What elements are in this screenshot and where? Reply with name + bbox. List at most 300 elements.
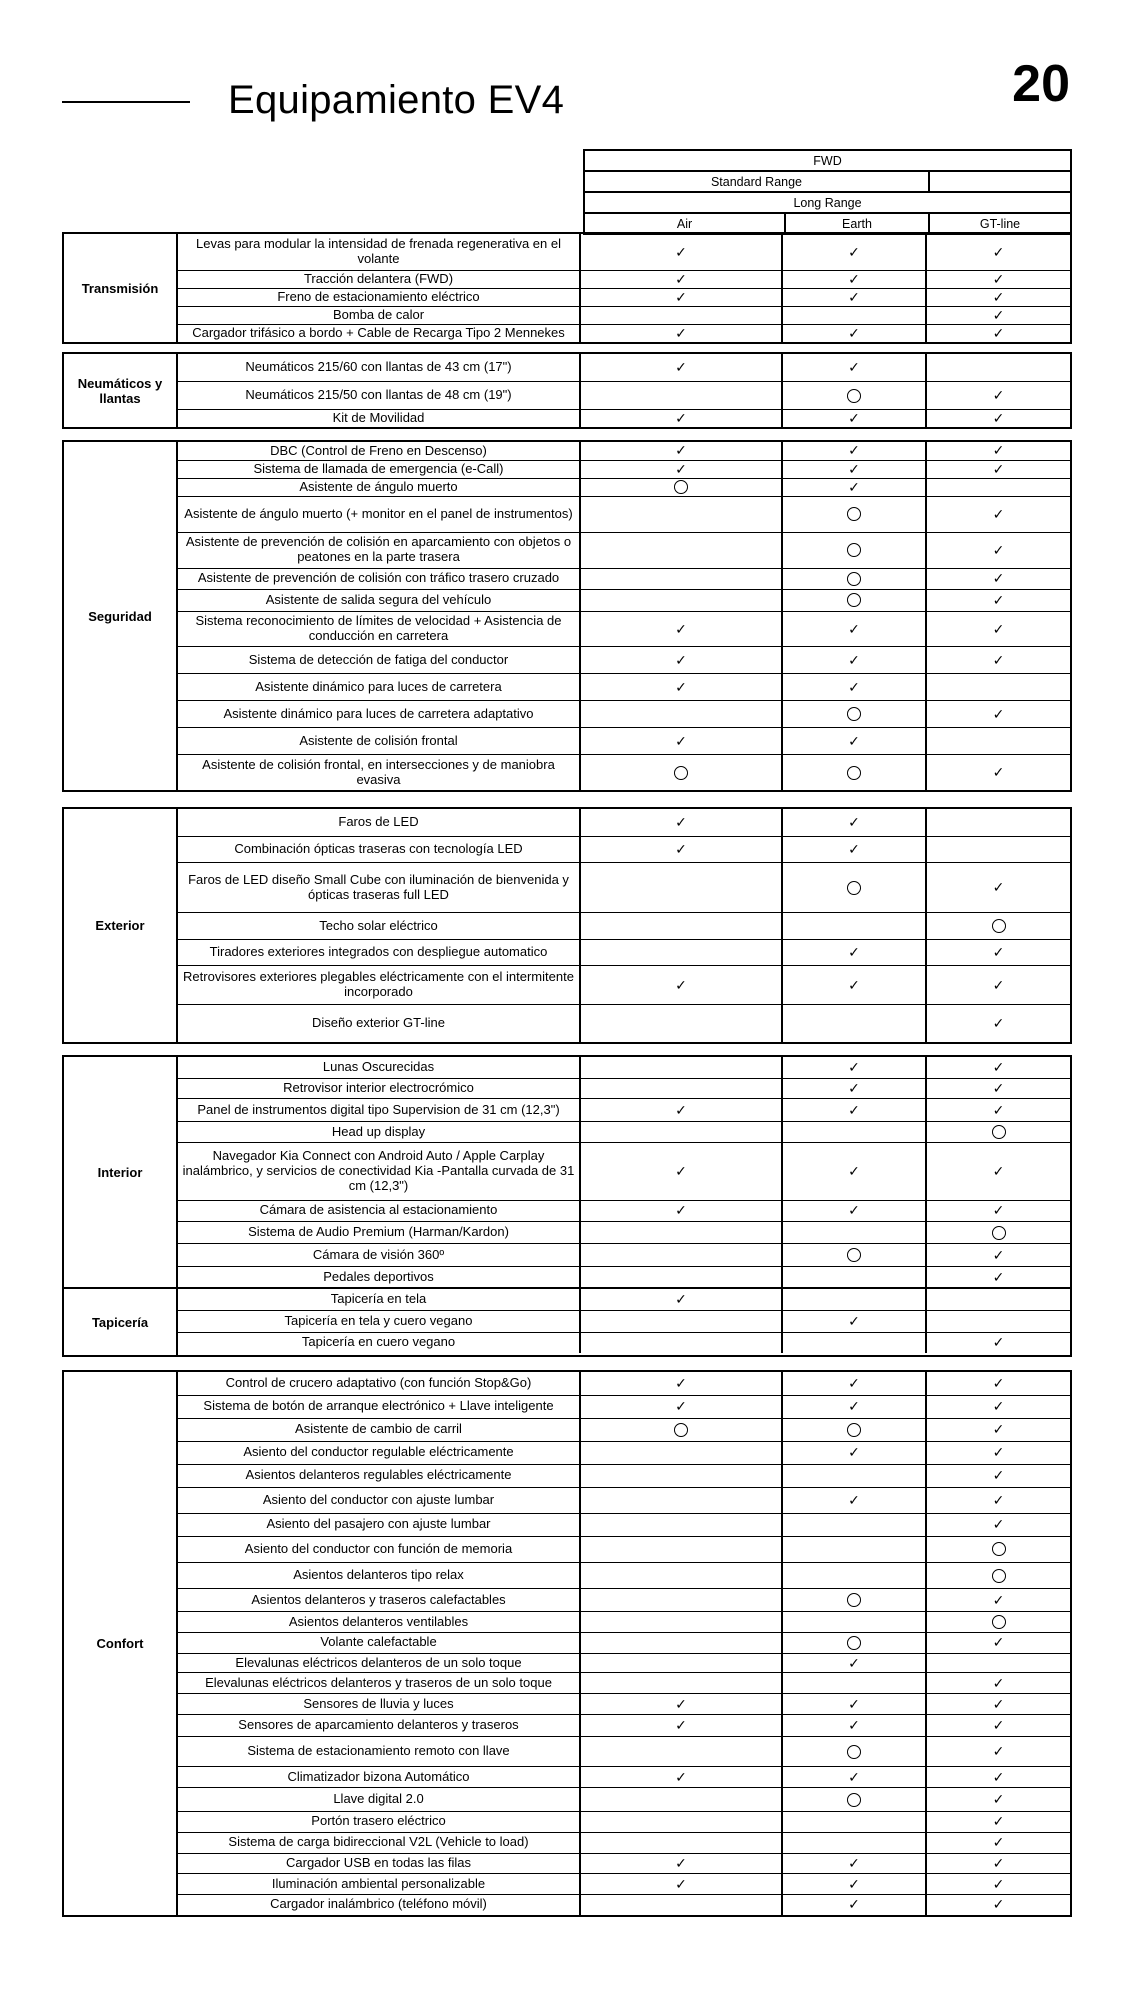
feature-label: Asistente de colisión frontal, en intersecciones y de maniobra evasiva [178, 755, 581, 790]
value-gt [927, 354, 1070, 381]
feature-label: Tracción delantera (FWD) [178, 271, 581, 288]
header-drive: FWD [813, 153, 842, 168]
value-gt [927, 701, 1070, 727]
check-icon: ✓ [992, 442, 1005, 459]
feature-label: Asistente de ángulo muerto (+ monitor en el panel de instrumentos) [178, 497, 581, 532]
section-rows [178, 442, 1070, 790]
check-icon: ✓ [675, 460, 687, 477]
value-earth [783, 1057, 927, 1078]
value-air [581, 1143, 783, 1200]
table-row [178, 381, 1070, 408]
feature-label: Sensores de lluvia y luces [178, 1694, 581, 1714]
table-row [178, 727, 1070, 754]
value-earth [783, 533, 927, 568]
value-air [581, 1715, 783, 1736]
value-gt [927, 1767, 1070, 1787]
feature-label: Cargador trifásico a bordo + Cable de Recarga Tipo 2 Mennekes [178, 325, 581, 342]
value-gt [927, 1537, 1070, 1562]
value-earth [783, 755, 927, 790]
table-row [178, 1487, 1070, 1513]
value-earth [783, 1537, 927, 1562]
value-earth [783, 382, 927, 408]
value-air [581, 755, 783, 790]
feature-label: Cámara de asistencia al estacionamiento [178, 1201, 581, 1221]
feature-label: Asientos delanteros y traseros calefactables [178, 1589, 581, 1611]
check-icon: ✓ [992, 764, 1005, 781]
value-gt [927, 1143, 1070, 1200]
feature-label: Tapicería en cuero vegano [178, 1333, 581, 1353]
feature-label: Llave digital 2.0 [178, 1788, 581, 1811]
value-earth [783, 940, 927, 966]
check-icon: ✓ [675, 1162, 687, 1179]
optional-circle-icon [992, 1569, 1006, 1583]
value-air [581, 1465, 783, 1487]
table-row [178, 1418, 1070, 1441]
value-gt [927, 497, 1070, 532]
optional-circle-icon [847, 543, 861, 557]
table-row [178, 754, 1070, 790]
check-icon: ✓ [992, 1080, 1005, 1097]
table-row [178, 1200, 1070, 1221]
value-earth [783, 863, 927, 912]
value-air [581, 1537, 783, 1562]
check-icon: ✓ [848, 1080, 860, 1097]
section-category: Confort [64, 1372, 178, 1915]
table-row [178, 1894, 1070, 1915]
value-earth [783, 837, 927, 863]
check-icon: ✓ [848, 1202, 860, 1219]
value-air [581, 533, 783, 568]
check-icon: ✓ [675, 325, 687, 341]
value-earth [783, 442, 927, 460]
check-icon: ✓ [675, 1202, 687, 1219]
check-icon: ✓ [992, 307, 1005, 323]
value-gt [927, 1633, 1070, 1653]
table-row [178, 568, 1070, 590]
check-icon: ✓ [848, 1896, 860, 1913]
check-icon: ✓ [992, 243, 1005, 260]
feature-label: Retrovisores exteriores plegables eléctricamente con el intermitente incorporado [178, 966, 581, 1003]
optional-circle-icon [847, 881, 861, 895]
value-gt [927, 382, 1070, 408]
feature-label: Asientos delanteros ventilables [178, 1612, 581, 1632]
check-icon: ✓ [848, 732, 860, 749]
check-icon: ✓ [992, 651, 1005, 668]
value-air [581, 1633, 783, 1653]
value-earth [783, 461, 927, 478]
check-icon: ✓ [675, 1398, 687, 1415]
table-row [178, 939, 1070, 966]
value-air [581, 479, 783, 496]
value-air [581, 307, 783, 324]
check-icon: ✓ [992, 944, 1005, 961]
value-gt [927, 569, 1070, 590]
feature-label: Techo solar eléctrico [178, 913, 581, 939]
feature-label: Navegador Kia Connect con Android Auto / Apple Carplay inalámbrico, y servicios de conectividad Kia -Pantalla curvada de 31 cm (12,3") [178, 1143, 581, 1200]
check-icon: ✓ [848, 1768, 860, 1785]
section-rows [178, 1372, 1070, 1915]
value-earth [783, 1465, 927, 1487]
optional-circle-icon [992, 1125, 1006, 1139]
optional-circle-icon [847, 1593, 861, 1607]
check-icon: ✓ [992, 1398, 1005, 1415]
table-row [178, 1310, 1070, 1331]
feature-label: Asistente de salida segura del vehículo [178, 590, 581, 611]
value-earth [783, 1589, 927, 1611]
header-trim-earth: Earth [784, 214, 928, 233]
value-air [581, 674, 783, 700]
table-row [178, 1672, 1070, 1693]
feature-label: Sistema de Audio Premium (Harman/Kardon) [178, 1222, 581, 1244]
value-gt [927, 1372, 1070, 1395]
table-row [178, 354, 1070, 381]
check-icon: ✓ [992, 387, 1005, 404]
table-row [178, 1632, 1070, 1653]
value-gt [927, 1267, 1070, 1287]
check-icon: ✓ [992, 1162, 1005, 1179]
check-icon: ✓ [675, 678, 687, 695]
value-air [581, 1222, 783, 1244]
optional-circle-icon [674, 480, 688, 494]
value-gt [927, 1079, 1070, 1099]
check-icon: ✓ [992, 1834, 1005, 1851]
feature-label: Diseño exterior GT-line [178, 1005, 581, 1042]
value-air [581, 1694, 783, 1714]
table-row [178, 288, 1070, 306]
optional-circle-icon [847, 389, 861, 403]
value-earth [783, 728, 927, 754]
header-row-standard [583, 172, 1072, 193]
value-earth [783, 701, 927, 727]
optional-circle-icon [847, 1423, 861, 1437]
table-row [178, 324, 1070, 342]
value-earth [783, 1099, 927, 1121]
feature-label: Sistema de detección de fatiga del conductor [178, 647, 581, 673]
check-icon: ✓ [992, 271, 1005, 287]
value-earth [783, 1633, 927, 1653]
value-air [581, 1442, 783, 1464]
value-gt [927, 1311, 1070, 1331]
value-air [581, 1419, 783, 1441]
feature-label: Asistente dinámico para luces de carretera adaptativo [178, 701, 581, 727]
table-row [178, 1693, 1070, 1714]
section-6 [62, 1370, 1072, 1917]
value-gt [927, 612, 1070, 647]
value-gt [927, 325, 1070, 342]
feature-label: Faros de LED [178, 809, 581, 836]
optional-circle-icon [847, 1793, 861, 1807]
value-earth [783, 1654, 927, 1673]
title-rule [62, 101, 190, 103]
feature-label: Portón trasero eléctrico [178, 1812, 581, 1832]
check-icon: ✓ [992, 1875, 1005, 1892]
feature-label: Asientos delanteros tipo relax [178, 1563, 581, 1588]
value-gt [927, 442, 1070, 460]
value-earth [783, 1442, 927, 1464]
value-earth [783, 1311, 927, 1331]
value-air [581, 1244, 783, 1266]
table-row [178, 673, 1070, 700]
check-icon: ✓ [992, 976, 1005, 993]
section-1 [62, 352, 1072, 429]
check-icon: ✓ [675, 1716, 687, 1733]
section-category: Interior [64, 1057, 178, 1287]
check-icon: ✓ [848, 409, 860, 426]
value-air [581, 1737, 783, 1767]
value-gt [927, 1289, 1070, 1310]
check-icon: ✓ [848, 271, 860, 287]
section-rows [178, 354, 1070, 427]
value-earth [783, 410, 927, 427]
value-earth [783, 913, 927, 939]
table-row [178, 589, 1070, 611]
check-icon: ✓ [992, 1813, 1005, 1830]
check-icon: ✓ [992, 460, 1005, 477]
value-air [581, 1812, 783, 1832]
check-icon: ✓ [992, 1591, 1005, 1608]
value-gt [927, 461, 1070, 478]
check-icon: ✓ [992, 505, 1005, 522]
value-earth [783, 1812, 927, 1832]
value-air [581, 1895, 783, 1915]
value-earth [783, 1244, 927, 1266]
header-long-range: Long Range [793, 195, 862, 210]
table-row [178, 1243, 1070, 1266]
feature-label: Iluminación ambiental personalizable [178, 1874, 581, 1894]
check-icon: ✓ [675, 359, 687, 376]
optional-circle-icon [847, 507, 861, 521]
value-gt [927, 1122, 1070, 1142]
value-gt [927, 234, 1070, 270]
value-earth [783, 1419, 927, 1441]
table-row [178, 270, 1070, 288]
section-rows [178, 1289, 1070, 1355]
feature-label: Asiento del conductor con función de memoria [178, 1537, 581, 1562]
value-gt [927, 1833, 1070, 1853]
value-earth [783, 1833, 927, 1853]
check-icon: ✓ [848, 289, 860, 305]
optional-circle-icon [992, 919, 1006, 933]
value-gt [927, 590, 1070, 611]
check-icon: ✓ [848, 1695, 860, 1712]
table-row [178, 460, 1070, 478]
value-air [581, 940, 783, 966]
check-icon: ✓ [848, 620, 860, 637]
value-air [581, 966, 783, 1003]
check-icon: ✓ [675, 1875, 687, 1892]
value-air [581, 1267, 783, 1287]
check-icon: ✓ [848, 1875, 860, 1892]
feature-label: Sistema de llamada de emergencia (e-Call) [178, 461, 581, 478]
page-number: 20 [1012, 55, 1070, 113]
value-earth [783, 1895, 927, 1915]
value-gt [927, 1737, 1070, 1767]
value-air [581, 1589, 783, 1611]
optional-circle-icon [674, 1423, 688, 1437]
table-row [178, 1057, 1070, 1078]
value-earth [783, 966, 927, 1003]
optional-circle-icon [847, 572, 861, 586]
value-gt [927, 809, 1070, 836]
value-earth [783, 234, 927, 270]
check-icon: ✓ [675, 1768, 687, 1785]
section-category: Seguridad [64, 442, 178, 790]
header-row-long [583, 193, 1072, 214]
feature-label: Neumáticos 215/50 con llantas de 48 cm (19") [178, 382, 581, 408]
value-gt [927, 674, 1070, 700]
value-air [581, 234, 783, 270]
value-gt [927, 1057, 1070, 1078]
check-icon: ✓ [992, 325, 1005, 341]
table-row [178, 532, 1070, 568]
section-rows [178, 234, 1070, 342]
table-row [178, 1098, 1070, 1121]
table-row [178, 1372, 1070, 1395]
value-air [581, 1122, 783, 1142]
check-icon: ✓ [848, 1101, 860, 1118]
feature-label: Sensores de aparcamiento delanteros y traseros [178, 1715, 581, 1736]
value-air [581, 1833, 783, 1853]
table-row [178, 1464, 1070, 1487]
value-air [581, 325, 783, 342]
check-icon: ✓ [992, 1058, 1005, 1075]
feature-label: Combinación ópticas traseras con tecnología LED [178, 837, 581, 863]
value-air [581, 1514, 783, 1536]
check-icon: ✓ [675, 1695, 687, 1712]
table-row [178, 1811, 1070, 1832]
table-row [178, 611, 1070, 647]
value-air [581, 410, 783, 427]
value-air [581, 1767, 783, 1787]
value-earth [783, 271, 927, 288]
check-icon: ✓ [848, 1654, 860, 1671]
value-air [581, 1289, 783, 1310]
page-title: Equipamiento EV4 [228, 78, 565, 122]
value-earth [783, 1715, 927, 1736]
value-air [581, 1788, 783, 1811]
section-category: Tapicería [64, 1289, 178, 1355]
check-icon: ✓ [675, 976, 687, 993]
section-category: Neumáticos y llantas [64, 354, 178, 427]
check-icon: ✓ [992, 705, 1005, 722]
value-gt [927, 940, 1070, 966]
check-icon: ✓ [848, 1398, 860, 1415]
value-gt [927, 1788, 1070, 1811]
header-standard-range: Standard Range [710, 174, 803, 189]
value-air [581, 1311, 783, 1331]
value-earth [783, 1267, 927, 1287]
section-4 [62, 1055, 1072, 1289]
check-icon: ✓ [848, 651, 860, 668]
value-gt [927, 1589, 1070, 1611]
check-icon: ✓ [675, 271, 687, 287]
value-gt [927, 863, 1070, 912]
value-gt [927, 1694, 1070, 1714]
optional-circle-icon [847, 1745, 861, 1759]
value-gt [927, 533, 1070, 568]
value-gt [927, 837, 1070, 863]
table-row [178, 409, 1070, 427]
value-air [581, 1201, 783, 1221]
value-earth [783, 674, 927, 700]
check-icon: ✓ [992, 879, 1005, 896]
value-gt [927, 1812, 1070, 1832]
table-row [178, 1004, 1070, 1042]
table-row [178, 1588, 1070, 1611]
feature-label: Sistema de botón de arranque electrónico + Llave inteligente [178, 1396, 581, 1418]
check-icon: ✓ [992, 1674, 1005, 1691]
value-earth [783, 1788, 927, 1811]
table-row [178, 1395, 1070, 1418]
header-row-drive [583, 149, 1072, 172]
check-icon: ✓ [675, 620, 687, 637]
value-earth [783, 497, 927, 532]
feature-label: Cargador inalámbrico (teléfono móvil) [178, 1895, 581, 1915]
table-row [178, 1611, 1070, 1632]
check-icon: ✓ [992, 1768, 1005, 1785]
check-icon: ✓ [848, 1374, 860, 1391]
check-icon: ✓ [992, 1202, 1005, 1219]
check-icon: ✓ [848, 1058, 860, 1075]
feature-label: Asiento del pasajero con ajuste lumbar [178, 1514, 581, 1536]
table-row [178, 1536, 1070, 1562]
section-3 [62, 807, 1072, 1044]
value-air [581, 289, 783, 306]
feature-label: Retrovisor interior electrocrómico [178, 1079, 581, 1099]
value-air [581, 1333, 783, 1353]
check-icon: ✓ [992, 1246, 1005, 1263]
check-icon: ✓ [675, 813, 687, 830]
table-row [178, 1562, 1070, 1588]
table-row [178, 1078, 1070, 1099]
check-icon: ✓ [675, 289, 687, 305]
check-icon: ✓ [992, 1268, 1005, 1285]
table-row [178, 1221, 1070, 1244]
header-trim-air: Air [676, 216, 693, 231]
table-row [178, 1332, 1070, 1353]
feature-label: Asistente de prevención de colisión en aparcamiento con objetos o peatones en la parte trasera [178, 533, 581, 568]
value-air [581, 863, 783, 912]
value-air [581, 1099, 783, 1121]
value-air [581, 590, 783, 611]
value-gt [927, 1488, 1070, 1513]
check-icon: ✓ [675, 1854, 687, 1871]
value-air [581, 612, 783, 647]
value-air [581, 701, 783, 727]
value-gt [927, 307, 1070, 324]
value-gt [927, 1612, 1070, 1632]
value-gt [927, 1333, 1070, 1353]
value-earth [783, 1767, 927, 1787]
value-gt [927, 755, 1070, 790]
value-air [581, 837, 783, 863]
value-gt [927, 1514, 1070, 1536]
table-row [178, 496, 1070, 532]
value-earth [783, 1514, 927, 1536]
value-air [581, 461, 783, 478]
feature-label: Climatizador bizona Automático [178, 1767, 581, 1787]
feature-label: Tiradores exteriores integrados con despliegue automatico [178, 940, 581, 966]
feature-label: Panel de instrumentos digital tipo Supervision de 31 cm (12,3") [178, 1099, 581, 1121]
value-earth [783, 1143, 927, 1200]
table-row [178, 1853, 1070, 1874]
table-row [178, 646, 1070, 673]
check-icon: ✓ [992, 1334, 1005, 1351]
trim-header [583, 149, 1072, 235]
check-icon: ✓ [992, 1634, 1005, 1651]
feature-label: Cargador USB en todas las filas [178, 1854, 581, 1874]
value-earth [783, 1874, 927, 1894]
